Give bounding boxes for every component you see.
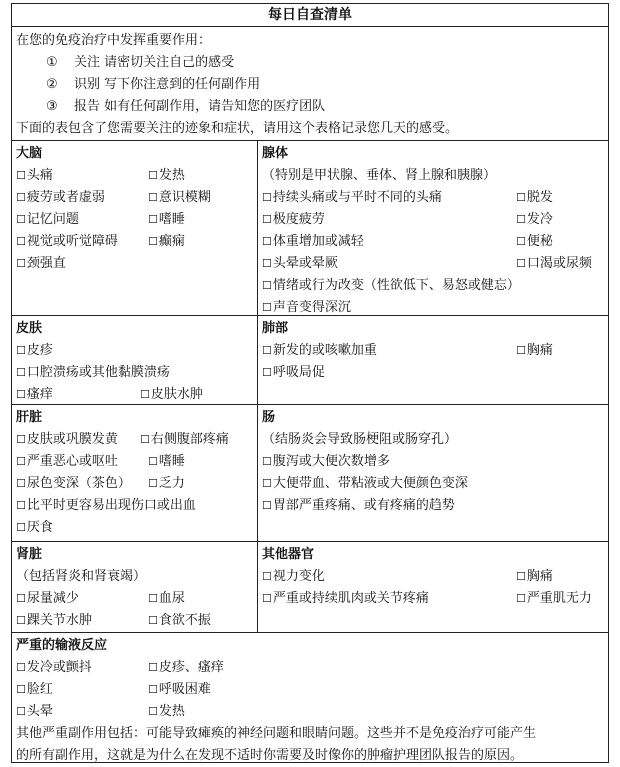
checkbox-item[interactable]: ☐瘙痒 (16, 387, 53, 402)
section-title: 肠 (262, 410, 276, 425)
checkbox-item[interactable]: ☐胸痛 (516, 343, 553, 358)
row-skin-lung (12, 315, 608, 404)
row-kidney-other (12, 541, 608, 632)
checkbox-item[interactable]: ☐严重或持续肌肉或关节疼痛 (262, 591, 429, 606)
section-skin (12, 316, 258, 404)
checkbox-item[interactable]: ☐脸红 (16, 682, 53, 697)
checkbox-item[interactable]: ☐厌食 (16, 520, 53, 535)
section-bowel (258, 405, 608, 541)
checkbox-item[interactable]: ☐皮疹 (16, 343, 53, 358)
checkbox-item[interactable]: ☐呼吸局促 (262, 365, 325, 380)
section-infusion (12, 632, 608, 723)
section-title: 严重的输液反应 (16, 638, 108, 653)
checkbox-item[interactable]: ☐记忆问题 (16, 212, 79, 227)
checkbox-item[interactable]: ☐颈强直 (16, 256, 66, 271)
section-title: 肾脏 (16, 547, 43, 562)
checkbox-item[interactable]: ☐脱发 (516, 190, 553, 205)
section-gland (258, 141, 608, 315)
section-title: 腺体 (262, 146, 289, 161)
section-lung (258, 316, 608, 404)
checkbox-item[interactable]: ☐比平时更容易出现伤口或出血 (16, 498, 196, 513)
checkbox-item[interactable]: ☐血尿 (148, 591, 185, 606)
checkbox-item[interactable]: ☐嗜睡 (148, 212, 185, 227)
checkbox-item[interactable]: ☐疲劳或者虚弱 (16, 190, 105, 205)
section-kidney (12, 542, 258, 632)
checkbox-item[interactable]: ☐发热 (148, 168, 185, 183)
page-title: 每日自查清单 (12, 4, 608, 27)
section-note: （结肠炎会导致肠梗阻或肠穿孔） (262, 432, 458, 447)
intro-lead: 在您的免疫治疗中发挥重要作用： (16, 33, 212, 48)
checkbox-item[interactable]: ☐呼吸困难 (148, 682, 211, 697)
checkbox-item[interactable]: ☐发冷或颤抖 (16, 660, 92, 675)
checkbox-item[interactable]: ☐发热 (148, 704, 185, 719)
checkbox-item[interactable]: ☐胸痛 (516, 569, 553, 584)
intro-instruction: 下面的表包含了您需要关注的迹象和症状，请用这个表格记录您几天的感受。 (16, 121, 459, 136)
section-liver (12, 405, 258, 541)
checkbox-item[interactable]: ☐极度疲劳 (262, 212, 325, 227)
footer-line: 的所有副作用，这就是为什么在发现不适时你需要及时像你的肿瘤护理团队报告的原因。 (16, 748, 524, 763)
checkbox-item[interactable]: ☐新发的或咳嗽加重 (262, 343, 377, 358)
section-title: 皮肤 (16, 321, 43, 336)
section-title: 肝脏 (16, 410, 43, 425)
daily-checklist (11, 3, 609, 763)
row-brain-gland (12, 140, 608, 315)
checkbox-item[interactable]: ☐乏力 (148, 476, 185, 491)
intro (12, 27, 608, 140)
checkbox-item[interactable]: ☐皮肤或巩膜发黄 (16, 432, 118, 447)
checkbox-item[interactable]: ☐腹泻或大便次数增多 (262, 454, 390, 469)
checkbox-item[interactable]: ☐口腔溃疡或其他黏膜溃疡 (16, 365, 170, 380)
checkbox-item[interactable]: ☐视觉或听觉障碍 (16, 234, 118, 249)
checkbox-item[interactable]: ☐持续头痛或与平时不同的头痛 (262, 190, 442, 205)
checkbox-item[interactable]: ☐便秘 (516, 234, 553, 249)
step-1: ① 关注 请密切关注自己的感受 (46, 55, 235, 70)
checkbox-item[interactable]: ☐视力变化 (262, 569, 325, 584)
checkbox-item[interactable]: ☐嗜睡 (148, 454, 185, 469)
checkbox-item[interactable]: ☐头晕 (16, 704, 53, 719)
section-title: 肺部 (262, 321, 289, 336)
checkbox-item[interactable]: ☐食欲不振 (148, 613, 211, 628)
step-3: ③ 报告 如有任何副作用，请告知您的医疗团队 (46, 99, 326, 114)
checkbox-item[interactable]: ☐大便带血、带粘液或大便颜色变深 (262, 476, 468, 491)
checkbox-item[interactable]: ☐发冷 (516, 212, 553, 227)
step-2: ② 识别 写下你注意到的任何副作用 (46, 77, 261, 92)
row-liver-bowel (12, 404, 608, 541)
checkbox-item[interactable]: ☐情绪或行为改变（性欲低下、易怒或健忘） (262, 278, 520, 293)
checkbox-item[interactable]: ☐意识模糊 (148, 190, 211, 205)
section-note: （包括肾炎和肾衰竭） (16, 569, 147, 584)
checkbox-item[interactable]: ☐声音变得深沉 (262, 300, 351, 315)
checkbox-item[interactable]: ☐踝关节水肿 (16, 613, 92, 628)
footer-line: 其他严重副作用包括：可能导致瘫痪的神经问题和眼睛问题。这些并不是免疫治疗可能产生 (16, 726, 537, 741)
checkbox-item[interactable]: ☐口渴或尿频 (516, 256, 592, 271)
checkbox-item[interactable]: ☐严重恶心或呕吐 (16, 454, 118, 469)
checkbox-item[interactable]: ☐右侧腹部疼痛 (140, 432, 229, 447)
checkbox-item[interactable]: ☐尿色变深（茶色） (16, 476, 131, 491)
section-title: 大脑 (16, 146, 43, 161)
footer-note (12, 723, 608, 767)
checkbox-item[interactable]: ☐头晕或晕厥 (262, 256, 338, 271)
checkbox-item[interactable]: ☐严重肌无力 (516, 591, 592, 606)
checkbox-item[interactable]: ☐尿量减少 (16, 591, 79, 606)
checkbox-item[interactable]: ☐胃部严重疼痛、或有疼痛的趋势 (262, 498, 455, 513)
checkbox-item[interactable]: ☐头痛 (16, 168, 53, 183)
section-note: （特别是甲状腺、垂体、肾上腺和胰腺） (262, 168, 497, 183)
section-brain (12, 141, 258, 315)
checkbox-item[interactable]: ☐皮肤水肿 (140, 387, 203, 402)
checkbox-item[interactable]: ☐癫痫 (148, 234, 185, 249)
section-title: 其他器官 (262, 547, 315, 562)
checkbox-item[interactable]: ☐体重增加或减轻 (262, 234, 364, 249)
section-other (258, 542, 608, 632)
checkbox-item[interactable]: ☐皮疹、瘙痒 (148, 660, 224, 675)
